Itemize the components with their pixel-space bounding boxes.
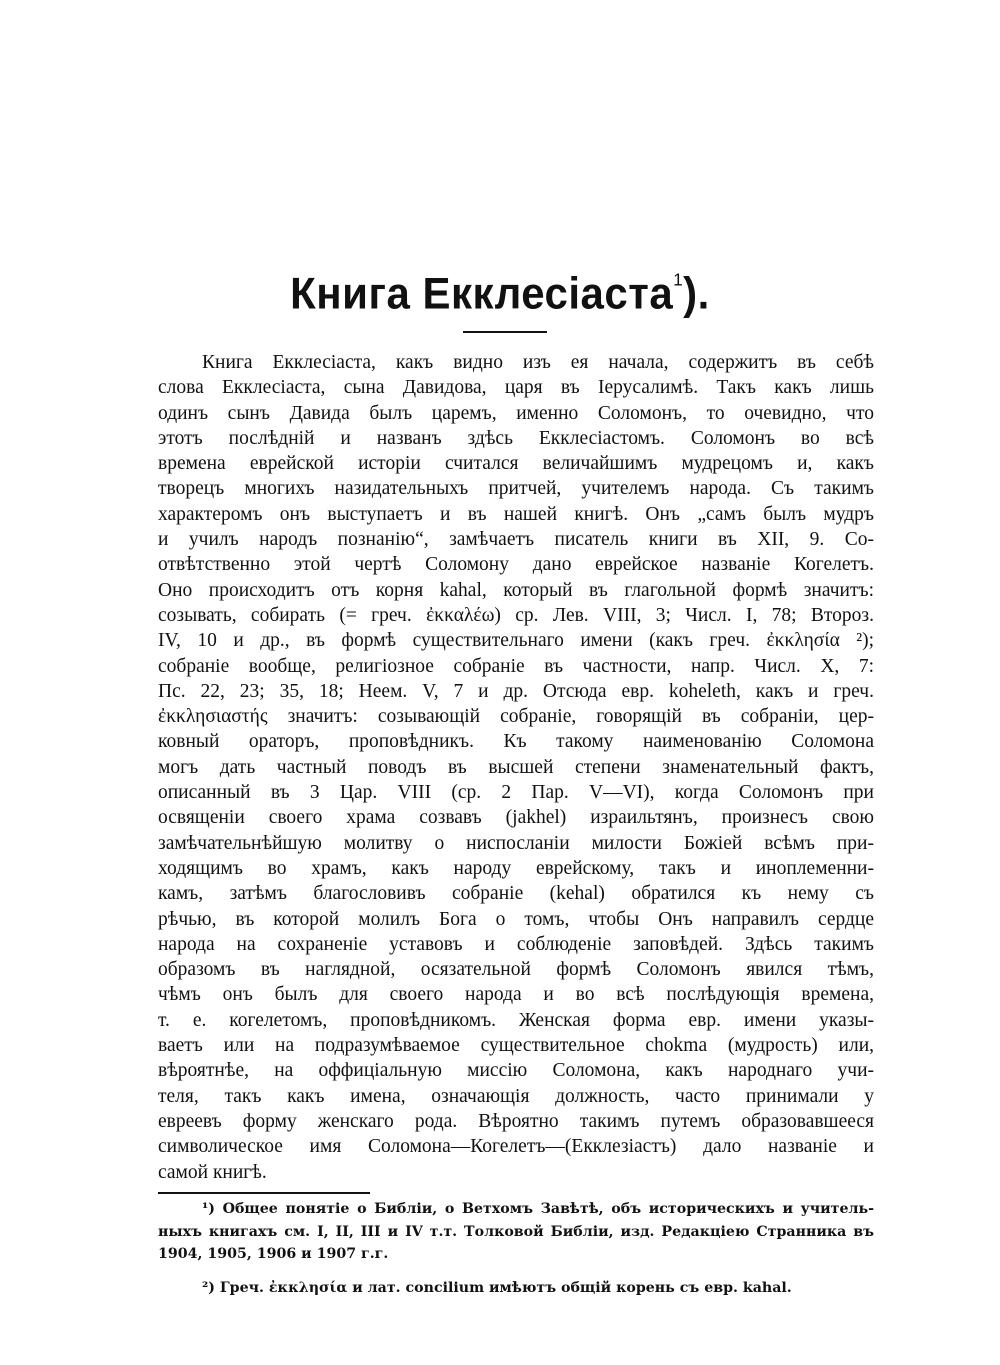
- text-line: IV, 10 и др., въ формѣ существительнаго имени (какъ греч. ἐκκλησία ²);: [158, 630, 874, 652]
- footnote-line: 1904, 1905, 1906 и 1907 г.г.: [158, 1246, 389, 1262]
- footnotes: [158, 1198, 874, 1299]
- text-line: ваетъ или на подразумѣваемое существительное chokma (мудрость) или,: [158, 1035, 874, 1057]
- text-line: Оно происходитъ отъ корня kahal, который въ глагольной формѣ значитъ:: [158, 579, 874, 601]
- text-line: творецъ многихъ назидательныхъ притчей, учителемъ народа. Съ такимъ: [158, 478, 874, 500]
- text-line: замѣчательнѣйшую молитву о ниспосланіи милости Божіей всѣмъ при-: [158, 832, 874, 854]
- text-line: ἐκκλησιαστής значитъ: созывающій собраніе, говорящій въ собраніи, цер-: [158, 706, 874, 728]
- footnote-line: ныхъ книгахъ см. І, ІІ, ІІІ и IV т.т. Толковой Библіи, изд. Редакціею Странника въ: [158, 1223, 874, 1240]
- text-line: слова Екклесіаста, сына Давидова, царя въ Іерусалимѣ. Такъ какъ лишь: [158, 377, 874, 399]
- text-line: вѣроятнѣе, на оффиціальную миссію Соломона, какъ народнаго учи-: [158, 1060, 874, 1082]
- main-text: [158, 350, 874, 1185]
- text-line: описанный въ 3 Цар. VIII (ср. 2 Пар. V—VI), когда Соломонъ при: [158, 782, 874, 804]
- text-line: отвѣтственно этой чертѣ Соломону дано еврейское названіе Когелетъ.: [158, 554, 874, 576]
- footnote-line: ²) Греч. ἐκκλησία и лат. concilium имѣютъ общій корень съ евр. kahal.: [202, 1279, 792, 1296]
- title-footnote-mark: 1: [673, 269, 684, 290]
- text-line: народа на сохраненіе уставовъ и соблюденіе заповѣдей. Здѣсь такимъ: [158, 933, 874, 955]
- text-line: самой книгѣ.: [158, 1161, 267, 1183]
- text-line: одинъ сынъ Давида былъ царемъ, именно Соломонъ, то очевидно, что: [158, 402, 874, 424]
- text-line: образомъ въ наглядной, осязательной формѣ Соломонъ явился тѣмъ,: [158, 959, 874, 981]
- text-line: могъ дать частный поводъ въ высшей степени знаменательный фактъ,: [158, 756, 874, 778]
- text-line: и училъ народъ познанію“, замѣчаетъ писатель книги въ XII, 9. Со-: [158, 529, 874, 551]
- text-line: ковный ораторъ, проповѣдникъ. Къ такому наименованію Соломона: [158, 731, 874, 753]
- title-divider: [463, 331, 547, 333]
- text-line: камъ, затѣмъ благословивъ собраніе (kehal) обратился къ нему съ: [158, 883, 874, 905]
- text-line: созывать, собирать (= греч. ἐκκαλέω) ср. Лев. VIII, 3; Числ. I, 78; Второз.: [158, 604, 874, 626]
- text-line: символическое имя Соломона—Когелетъ—(Екклезіастъ) дало названіе и: [158, 1136, 874, 1158]
- text-line: времена еврейской исторіи считался величайшимъ мудрецомъ и, какъ: [158, 453, 874, 475]
- text-line: рѣчью, въ которой молилъ Бога о томъ, чтобы Онъ направилъ сердце: [158, 908, 874, 930]
- footnote-divider: [158, 1192, 370, 1194]
- title-text: Книга Екклесіаста: [290, 268, 674, 319]
- text-line: т. е. когелетомъ, проповѣдникомъ. Женская форма евр. имени указы-: [158, 1009, 874, 1031]
- text-line: собраніе вообще, религіозное собраніе въ частности, напр. Числ. X, 7:: [158, 655, 874, 677]
- text-line: евреевъ форму женскаго рода. Вѣроятно такимъ путемъ образовавшееся: [158, 1110, 874, 1132]
- page-title: [0, 269, 1000, 319]
- text-line: этотъ послѣдній и названъ здѣсь Екклесіастомъ. Соломонъ во всѣ: [158, 427, 874, 449]
- text-line: чѣмъ онъ былъ для своего народа и во всѣ послѣдующія времена,: [158, 984, 874, 1006]
- text-line: характеромъ онъ выступаетъ и въ нашей книгѣ. Онъ „самъ былъ мудръ: [158, 503, 874, 525]
- text-line: Книга Екклесіаста, какъ видно изъ ея начала, содержитъ въ себѣ: [202, 352, 874, 373]
- text-line: теля, такъ какъ имена, означающія должность, часто принимали у: [158, 1085, 874, 1107]
- text-line: ходящимъ во храмъ, какъ народу еврейскому, такъ и иноплеменни-: [158, 857, 874, 879]
- title-tail: ).: [683, 268, 710, 319]
- text-line: Пс. 22, 23; 35, 18; Неем. V, 7 и др. Отсюда евр. koheleth, какъ и греч.: [158, 680, 874, 702]
- text-line: освященіи своего храма созвавъ (jakhel) израильтянъ, произнесъ свою: [158, 807, 874, 829]
- footnote-line: ¹) Общее понятіе о Библіи, о Ветхомъ Завѣтѣ, объ историческихъ и учитель-: [202, 1201, 874, 1217]
